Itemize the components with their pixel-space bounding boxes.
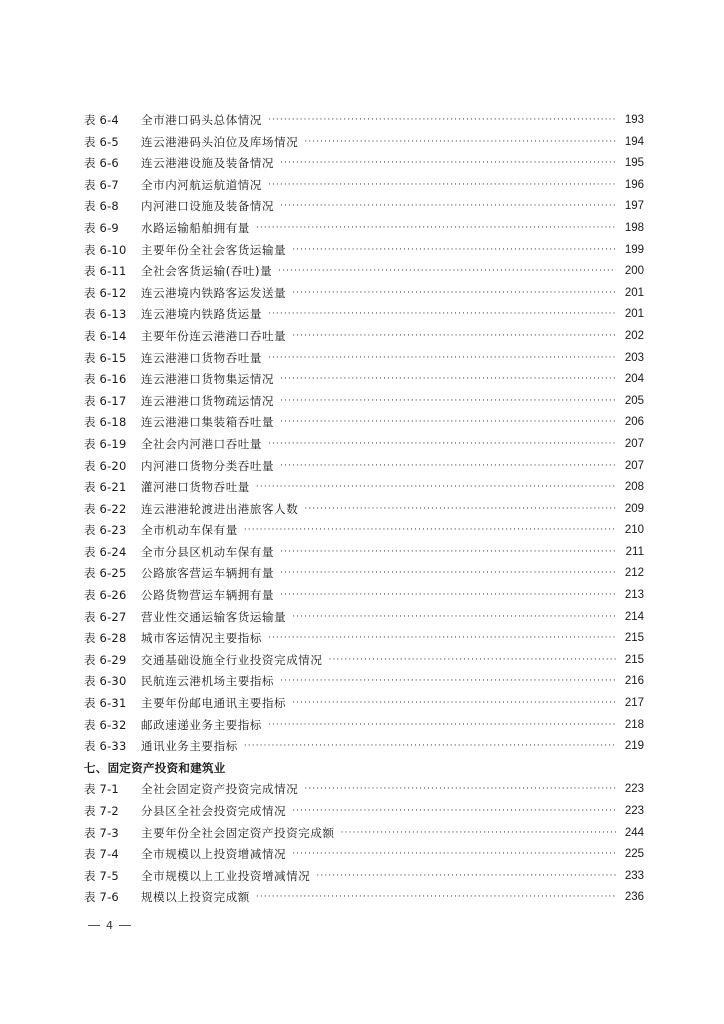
toc-entry[interactable] xyxy=(84,326,644,348)
toc-entry-page: 213 xyxy=(624,589,644,602)
toc-entry-number: 表 7-4 xyxy=(84,847,119,862)
toc-entry-page: 215 xyxy=(624,632,644,645)
dot-leader xyxy=(268,175,616,197)
toc-entry-page: 207 xyxy=(624,437,644,450)
toc-entry-number: 表 7-2 xyxy=(84,804,119,818)
toc-entry-title: 水路运输船舶拥有量 xyxy=(141,220,250,235)
toc-entry[interactable] xyxy=(84,801,644,823)
dot-leader xyxy=(341,823,616,845)
dot-leader xyxy=(268,304,616,326)
toc-entry-number: 表 6-29 xyxy=(84,652,127,667)
dot-leader xyxy=(280,585,616,607)
toc-entry-page: 200 xyxy=(624,265,644,278)
toc-entry-page: 197 xyxy=(624,200,644,213)
toc-entry-page: 211 xyxy=(625,545,644,558)
toc-entry-title: 全市港口码头总体情况 xyxy=(141,113,262,127)
toc-entry-page: 223 xyxy=(624,805,644,817)
dot-leader xyxy=(256,887,616,909)
toc-entry-title: 内河港口设施及装备情况 xyxy=(141,199,275,214)
dot-leader xyxy=(304,779,616,801)
toc-entry[interactable] xyxy=(84,456,644,478)
dot-leader xyxy=(268,715,616,737)
toc-entry[interactable] xyxy=(84,412,644,434)
toc-entry[interactable] xyxy=(84,650,644,672)
toc-entry-page: 204 xyxy=(624,373,644,386)
toc-entry[interactable] xyxy=(84,283,644,305)
toc-entry-title: 连云港境内铁路货运量 xyxy=(141,307,262,322)
dot-leader xyxy=(292,693,616,715)
toc-entry-number: 表 6-19 xyxy=(84,436,127,451)
toc-entry[interactable] xyxy=(84,218,644,240)
toc-entry[interactable] xyxy=(84,304,644,326)
dot-leader xyxy=(256,477,616,499)
toc-entry-page: 217 xyxy=(624,697,644,710)
toc-entry-number: 表 6-11 xyxy=(84,264,127,279)
toc-entry-title: 连云港港口货物集运情况 xyxy=(141,372,275,387)
toc-entry[interactable] xyxy=(84,110,644,132)
toc-entry-title: 邮政速递业务主要指标 xyxy=(141,717,262,732)
toc-entry[interactable] xyxy=(84,369,644,391)
toc-entry-number: 表 7-5 xyxy=(84,868,119,883)
toc-entry-number: 表 6-20 xyxy=(84,458,127,473)
toc-entry-page: 244 xyxy=(624,826,644,839)
toc-entry-page: 236 xyxy=(624,891,644,904)
toc-entry-title: 规模以上投资完成额 xyxy=(141,890,250,905)
toc-entry[interactable] xyxy=(84,499,644,521)
toc-entry-title: 连云港港口货物吞吐量 xyxy=(141,350,262,365)
toc-entry-number: 表 6-14 xyxy=(84,328,127,343)
toc-entry[interactable] xyxy=(84,391,644,413)
toc-entry-title: 主要年份全社会客货运输量 xyxy=(141,242,287,257)
toc-entry-number: 表 6-33 xyxy=(84,739,127,754)
toc-entry[interactable] xyxy=(84,563,644,585)
toc-entry-number: 表 6-30 xyxy=(84,674,127,689)
toc-entry[interactable] xyxy=(84,844,644,866)
toc-entry-title: 主要年份全社会固定资产投资完成额 xyxy=(141,825,335,840)
dot-leader xyxy=(292,240,616,262)
toc-entry[interactable] xyxy=(84,693,644,715)
toc-entry-title: 城市客运情况主要指标 xyxy=(141,631,262,646)
toc-entry-title: 全市分县区机动车保有量 xyxy=(141,544,275,559)
toc-entry-page: 202 xyxy=(624,329,644,342)
toc-entry[interactable] xyxy=(84,866,644,888)
toc-entry-title: 连云港港轮渡进出港旅客人数 xyxy=(141,501,299,516)
dot-leader xyxy=(280,412,616,434)
toc-entry-title: 全社会内河港口吞吐量 xyxy=(141,436,262,451)
toc-entry-number: 表 6-6 xyxy=(84,156,119,171)
toc-entry-number: 表 7-3 xyxy=(84,825,119,840)
toc-entry-number: 表 6-24 xyxy=(84,544,127,559)
toc-entry-number: 表 6-32 xyxy=(84,717,127,732)
toc-entry-number: 表 6-28 xyxy=(84,631,127,646)
toc-entry[interactable] xyxy=(84,736,644,758)
toc-entry-page: 201 xyxy=(624,308,644,321)
toc-entry-number: 表 6-10 xyxy=(84,242,127,257)
footer-dash-right xyxy=(119,925,131,926)
toc-entry-number: 表 7-1 xyxy=(84,782,119,797)
page-footer xyxy=(88,919,131,932)
dot-leader xyxy=(316,866,616,888)
toc-entry-title: 主要年份连云港港口吞吐量 xyxy=(141,328,287,343)
toc-entry-number: 表 6-18 xyxy=(84,415,127,430)
toc-entry[interactable] xyxy=(84,628,644,650)
toc-entry[interactable] xyxy=(84,434,644,456)
dot-leader xyxy=(292,283,616,305)
dot-leader xyxy=(304,499,616,521)
toc-entry-page: 199 xyxy=(624,243,644,256)
toc-entry-page: 194 xyxy=(624,135,644,148)
section-heading: 七、固定资产投资和建筑业 xyxy=(84,760,226,775)
dot-leader xyxy=(280,369,616,391)
toc-entry-page: 218 xyxy=(624,718,644,731)
dot-leader xyxy=(280,671,616,693)
dot-leader xyxy=(292,801,616,823)
toc-entry[interactable] xyxy=(84,585,644,607)
toc-entry-page: 208 xyxy=(624,481,644,494)
toc-entry-number: 表 6-15 xyxy=(84,350,127,365)
toc-entry-page: 223 xyxy=(624,783,644,796)
toc-entry[interactable] xyxy=(84,132,644,154)
toc-entry-title: 分县区全社会投资完成情况 xyxy=(141,804,287,818)
dot-leader xyxy=(280,391,616,413)
dot-leader xyxy=(292,844,616,866)
toc-entry[interactable] xyxy=(84,779,644,801)
toc-entry[interactable] xyxy=(84,153,644,175)
toc-entry-page: 201 xyxy=(624,286,644,299)
toc-entry-title: 通讯业务主要指标 xyxy=(141,739,238,754)
toc-entry-number: 表 6-13 xyxy=(84,307,127,322)
toc-entry-title: 连云港港设施及装备情况 xyxy=(141,156,275,171)
toc-entry-page: 216 xyxy=(624,675,644,688)
dot-leader xyxy=(280,196,616,218)
toc-entry-page: 225 xyxy=(624,848,644,861)
toc-entry-number: 表 6-8 xyxy=(84,199,119,214)
page-number: 4 xyxy=(106,919,113,932)
toc-entry-page: 219 xyxy=(624,740,644,753)
toc-entry-number: 表 6-7 xyxy=(84,177,119,192)
dot-leader xyxy=(268,348,616,370)
dot-leader xyxy=(280,153,616,175)
toc-entry-number: 表 6-5 xyxy=(84,134,119,149)
dot-leader xyxy=(268,434,616,456)
dot-leader xyxy=(280,542,616,564)
toc-entry-number: 表 6-27 xyxy=(84,609,127,624)
toc-entry-title: 连云港港口货物疏运情况 xyxy=(141,393,275,408)
toc-entry-title: 主要年份邮电通讯主要指标 xyxy=(141,696,287,711)
toc-entry[interactable] xyxy=(84,175,644,197)
toc-entry-title: 交通基础设施全行业投资完成情况 xyxy=(141,652,323,667)
dot-leader xyxy=(280,456,616,478)
toc-entry-page: 214 xyxy=(624,610,644,623)
toc-entry-title: 全社会固定资产投资完成情况 xyxy=(141,782,299,797)
toc-entry-title: 内河港口货物分类吞吐量 xyxy=(141,458,275,473)
toc-entry-number: 表 6-22 xyxy=(84,501,127,516)
toc-entry[interactable] xyxy=(84,823,644,845)
toc-entry-page: 196 xyxy=(624,178,644,191)
toc-entry-number: 表 6-4 xyxy=(84,113,119,127)
toc-entry-title: 公路旅客营运车辆拥有量 xyxy=(141,566,275,581)
toc-entry-number: 表 6-31 xyxy=(84,696,127,711)
footer-dash-left xyxy=(88,925,100,926)
toc-entry-page: 193 xyxy=(624,114,644,126)
toc-entry-number: 表 6-9 xyxy=(84,220,119,235)
toc-entry-title: 连云港港码头泊位及库场情况 xyxy=(141,134,299,149)
toc-entry-number: 表 6-12 xyxy=(84,285,127,300)
toc-entry-title: 全市规模以上投资增减情况 xyxy=(141,847,287,862)
toc-entry-number: 表 6-16 xyxy=(84,372,127,387)
toc-entry[interactable] xyxy=(84,887,644,909)
toc-entry[interactable] xyxy=(84,348,644,370)
dot-leader xyxy=(292,326,616,348)
toc-entry-number: 表 6-17 xyxy=(84,393,127,408)
dot-leader xyxy=(292,607,616,629)
toc-entry[interactable] xyxy=(84,520,644,542)
toc-entry-title: 营业性交通运输客货运输量 xyxy=(141,609,287,624)
toc-entry-page: 207 xyxy=(624,459,644,472)
toc-entry-title: 灌河港口货物吞吐量 xyxy=(141,480,250,495)
toc-entry[interactable] xyxy=(84,715,644,737)
toc-entry-page: 198 xyxy=(624,221,644,234)
toc-entry[interactable] xyxy=(84,196,644,218)
dot-leader xyxy=(268,110,616,132)
toc-entry-title: 连云港港口集装箱吞吐量 xyxy=(141,415,275,430)
dot-leader xyxy=(304,132,616,154)
toc-entry-number: 表 6-23 xyxy=(84,523,127,538)
toc-entry-title: 全市机动车保有量 xyxy=(141,523,238,538)
dot-leader xyxy=(268,628,616,650)
toc-entry[interactable] xyxy=(84,240,644,262)
toc-entry-title: 全市规模以上工业投资增减情况 xyxy=(141,868,311,883)
toc-entry[interactable] xyxy=(84,542,644,564)
toc-entry-page: 203 xyxy=(624,351,644,364)
toc-entry-title: 公路货物营运车辆拥有量 xyxy=(141,588,275,603)
toc-entry[interactable] xyxy=(84,607,644,629)
toc-entry-title: 全市内河航运航道情况 xyxy=(141,177,262,192)
toc-entry-page: 209 xyxy=(624,502,644,515)
dot-leader xyxy=(244,736,616,758)
dot-leader xyxy=(256,218,616,240)
toc-entry[interactable] xyxy=(84,671,644,693)
toc-entry-page: 212 xyxy=(624,567,644,580)
dot-leader xyxy=(244,520,616,542)
toc-entry-page: 233 xyxy=(624,869,644,882)
toc-entry[interactable] xyxy=(84,261,644,283)
toc-entry-number: 表 6-25 xyxy=(84,566,127,581)
table-of-contents xyxy=(84,110,644,909)
toc-entry-title: 民航连云港机场主要指标 xyxy=(141,674,275,689)
dot-leader xyxy=(280,563,616,585)
toc-entry-number: 表 6-21 xyxy=(84,480,127,495)
toc-entry-number: 表 6-26 xyxy=(84,588,127,603)
toc-entry-page: 215 xyxy=(624,653,644,666)
toc-entry-page: 210 xyxy=(624,524,644,537)
toc-entry[interactable] xyxy=(84,477,644,499)
toc-entry-number: 表 7-6 xyxy=(84,890,119,905)
toc-entry-page: 206 xyxy=(624,416,644,429)
toc-entry-page: 195 xyxy=(624,157,644,170)
toc-entry-page: 205 xyxy=(624,394,644,407)
toc-entry-title: 全社会客货运输(吞吐)量 xyxy=(141,264,273,279)
dot-leader xyxy=(278,261,616,283)
toc-entry-title: 连云港境内铁路客运发送量 xyxy=(141,285,287,300)
dot-leader xyxy=(329,650,617,672)
